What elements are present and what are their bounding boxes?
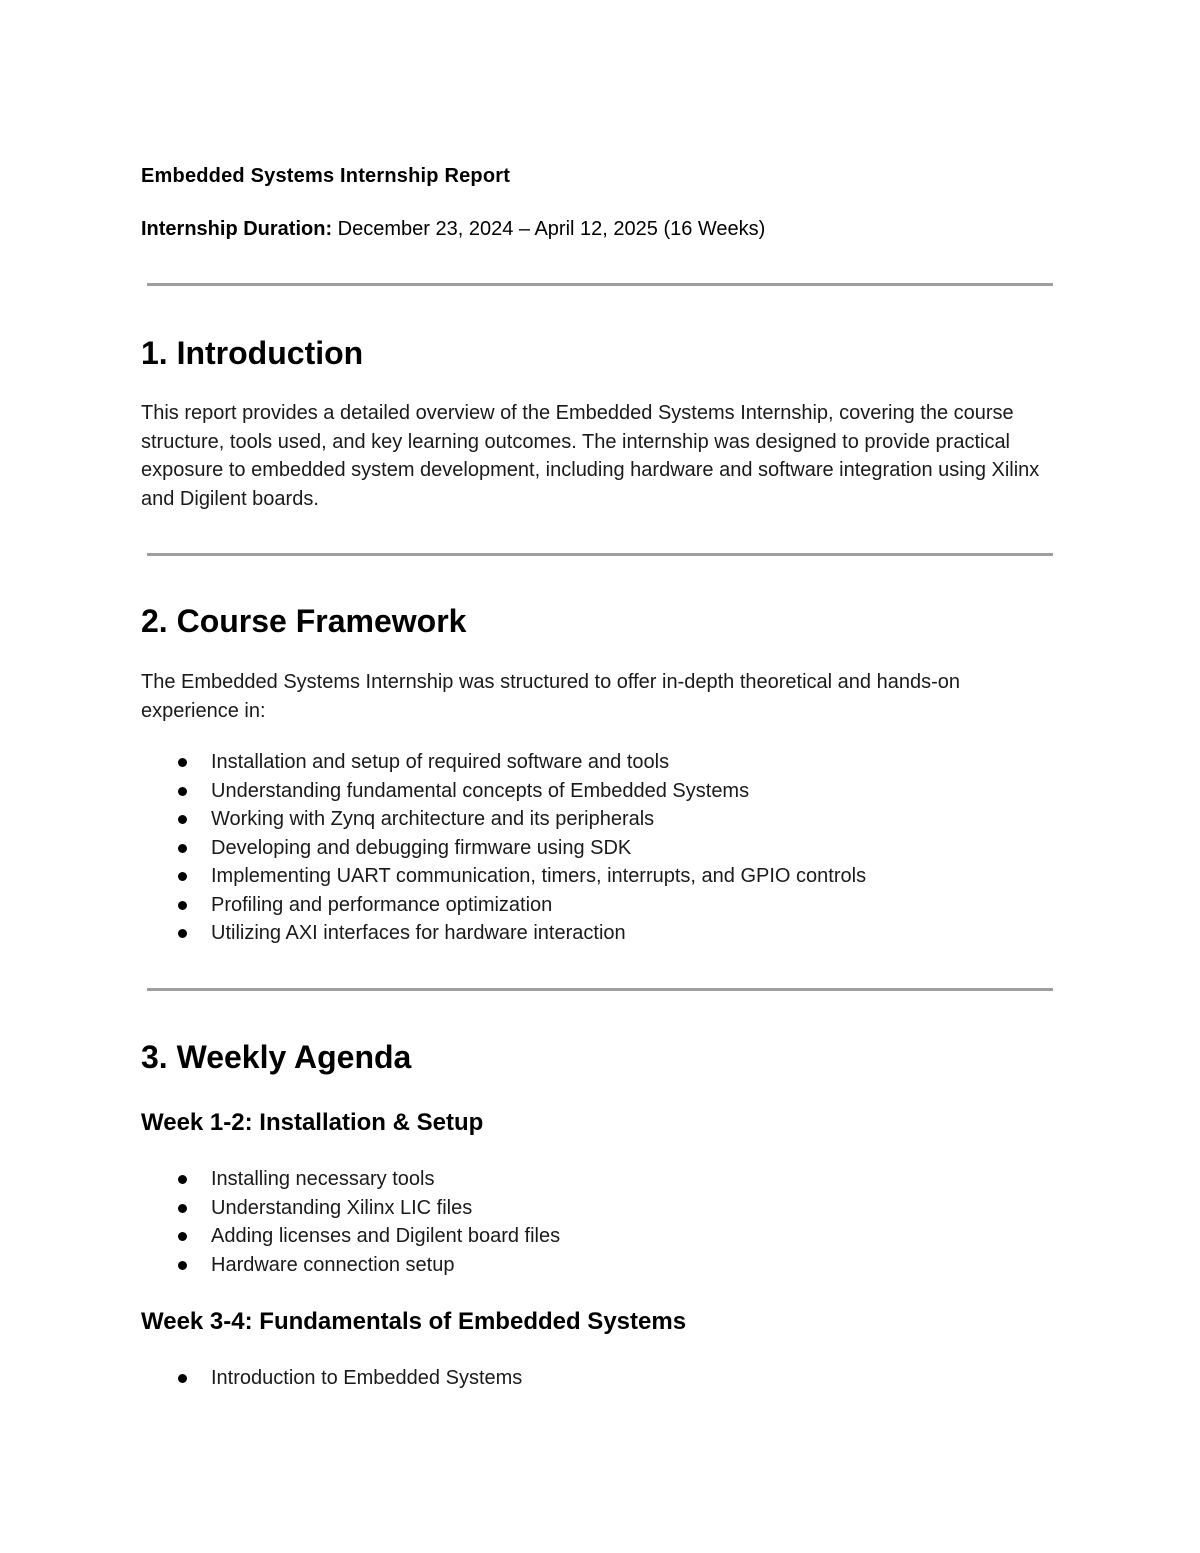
list-item-text: Developing and debugging firmware using SDK — [211, 836, 632, 859]
list-item-text: Installing necessary tools — [211, 1168, 435, 1190]
bullet-icon — [178, 872, 187, 881]
framework-list — [141, 748, 866, 948]
list-item-text: Adding licenses and Digilent board files — [211, 1225, 561, 1247]
bullet-icon — [178, 1204, 187, 1213]
bullet-icon — [178, 1261, 187, 1270]
week-3-4-list — [141, 1364, 522, 1393]
list-item — [141, 1194, 560, 1223]
list-item — [141, 1222, 560, 1251]
introduction-paragraph: This report provides a detailed overview of the Embedded Systems Internship, covering the course structure, tools used, and key learning outcomes. The internship was designed to provide practical exposure to embedded system development, including hardware and software integration using Xilinx and Digilent boards. — [141, 402, 1040, 510]
list-item — [141, 1364, 522, 1393]
duration-value: December 23, 2024 – April 12, 2025 (16 Weeks) — [332, 218, 766, 240]
bullet-icon — [178, 929, 187, 938]
week-1-2-list — [141, 1165, 560, 1279]
framework-paragraph: The Embedded Systems Internship was structured to offer in-depth theoretical and hands-on experience in: — [141, 671, 960, 722]
list-item — [141, 891, 866, 920]
bullet-icon — [178, 1175, 187, 1184]
bullet-icon — [178, 844, 187, 853]
list-item-text: Utilizing AXI interfaces for hardware interaction — [211, 922, 626, 944]
horizontal-rule — [147, 988, 1053, 991]
list-item-text: Working with Zynq architecture and its peripherals — [211, 808, 655, 830]
week-heading-3-4: Week 3-4: Fundamentals of Embedded Systems — [141, 1308, 687, 1335]
list-item-text: Profiling and performance optimization — [211, 893, 553, 916]
section-heading-framework: 2. Course Framework — [141, 603, 467, 639]
list-item — [141, 1165, 560, 1194]
document-title: Embedded Systems Internship Report — [141, 165, 511, 187]
bullet-icon — [178, 815, 187, 824]
duration-label: Internship Duration: — [141, 218, 333, 240]
list-item — [141, 805, 866, 834]
bullet-icon — [178, 1374, 187, 1383]
list-item — [141, 862, 866, 891]
list-item-text: Implementing UART communication, timers, interrupts, and GPIO controls — [211, 865, 867, 887]
list-item — [141, 777, 866, 806]
list-item-text: Understanding Xilinx LIC files — [211, 1196, 473, 1219]
section-heading-agenda: 3. Weekly Agenda — [141, 1039, 412, 1075]
list-item — [141, 919, 866, 948]
list-item — [141, 1251, 560, 1280]
horizontal-rule — [147, 553, 1053, 556]
bullet-icon — [178, 787, 187, 796]
bullet-icon — [178, 758, 187, 767]
bullet-icon — [178, 901, 187, 910]
internship-duration — [141, 218, 765, 241]
list-item-text: Introduction to Embedded Systems — [211, 1367, 523, 1389]
list-item-text: Hardware connection setup — [211, 1253, 455, 1276]
week-heading-1-2: Week 1-2: Installation & Setup — [141, 1109, 484, 1136]
section-heading-introduction: 1. Introduction — [141, 335, 364, 371]
list-item — [141, 834, 866, 863]
list-item-text: Understanding fundamental concepts of Embedded Systems — [211, 779, 750, 802]
horizontal-rule — [147, 283, 1053, 286]
bullet-icon — [178, 1232, 187, 1241]
list-item — [141, 748, 866, 777]
list-item-text: Installation and setup of required software and tools — [211, 751, 670, 773]
